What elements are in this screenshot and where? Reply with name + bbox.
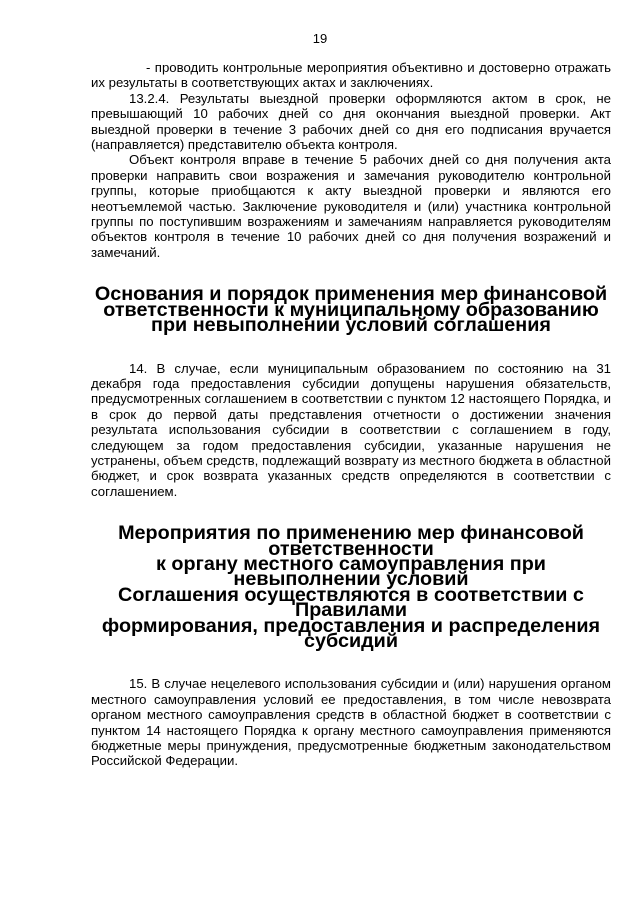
heading-line: Соглашения осуществляются в соответствии с Правилами bbox=[118, 583, 584, 622]
section-heading-measures bbox=[91, 522, 611, 652]
paragraph-objections: Объект контроля вправе в течение 5 рабочих дней со дня получения акта проверки направить свои возражения и замечания руководителю контрольной группы, которые приобщаются к акту выездной проверки и являются его неотъемлемой частью. Заключение руководителя и (или) участника контрольной группы по поступившим возражениям и замечаниям направляется руководителям объектов контроля в течение 10 рабочих дней со дня получения возражений и замечаний. bbox=[91, 152, 611, 260]
page-number: 19 bbox=[312, 31, 328, 46]
paragraph-15: 15. В случае нецелевого использования субсидии и (или) нарушения органом местного самоуправления условий ее предоставления, в том числе невозврата органом местного самоуправления средств в областной бюджет в соответствии с пунктом 14 настоящего Порядка к органу местного самоуправления применяются бюджетные меры принуждения, предусмотренные бюджетным законодательством Российской Федерации. bbox=[91, 676, 611, 769]
paragraph-objective-control: - проводить контрольные мероприятия объективно и достоверно отражать их результаты в соответствующих актах и заключениях. bbox=[91, 60, 611, 91]
paragraph-14: 14. В случае, если муниципальным образованием по состоянию на 31 декабря года предоставления субсидии допущены нарушения обязательств, предусмотренных соглашением в соответствии с пунктом 12 настоящего Порядка, и в срок до первой даты представления отчетности о достижении значения результата использования субсидии в соответствии с соглашением в году, следующем за годом предоставления субсидии, указанные нарушения не устранены, объем средств, подлежащий возврату из местного бюджета в областной бюджет, и срок возврата указанных средств определяются в соответствии с соглашением. bbox=[91, 360, 611, 499]
heading-line: к органу местного самоуправления при невыполнении условий bbox=[156, 552, 546, 591]
paragraph-13-2-4: 13.2.4. Результаты выездной проверки оформляются актом в срок, не превышающий 10 рабочих дней со дня окончания выездной проверки. Акт выездной проверки в течение 3 рабочих дней со дня его подписания вручается (направляется) представителю объекта контроля. bbox=[91, 90, 611, 153]
heading-line: формирования, предоставления и распределения субсидий bbox=[101, 614, 601, 652]
document-body bbox=[91, 60, 611, 769]
heading-line: Мероприятия по применению мер финансовой ответственности bbox=[118, 522, 584, 560]
heading-line: при невыполнении условий соглашения bbox=[151, 314, 551, 337]
section-heading-financial-responsibility bbox=[91, 283, 611, 337]
heading-line: ответственности к муниципальному образованию bbox=[103, 298, 599, 321]
heading-line: Основания и порядок применения мер финансовой bbox=[94, 283, 608, 306]
